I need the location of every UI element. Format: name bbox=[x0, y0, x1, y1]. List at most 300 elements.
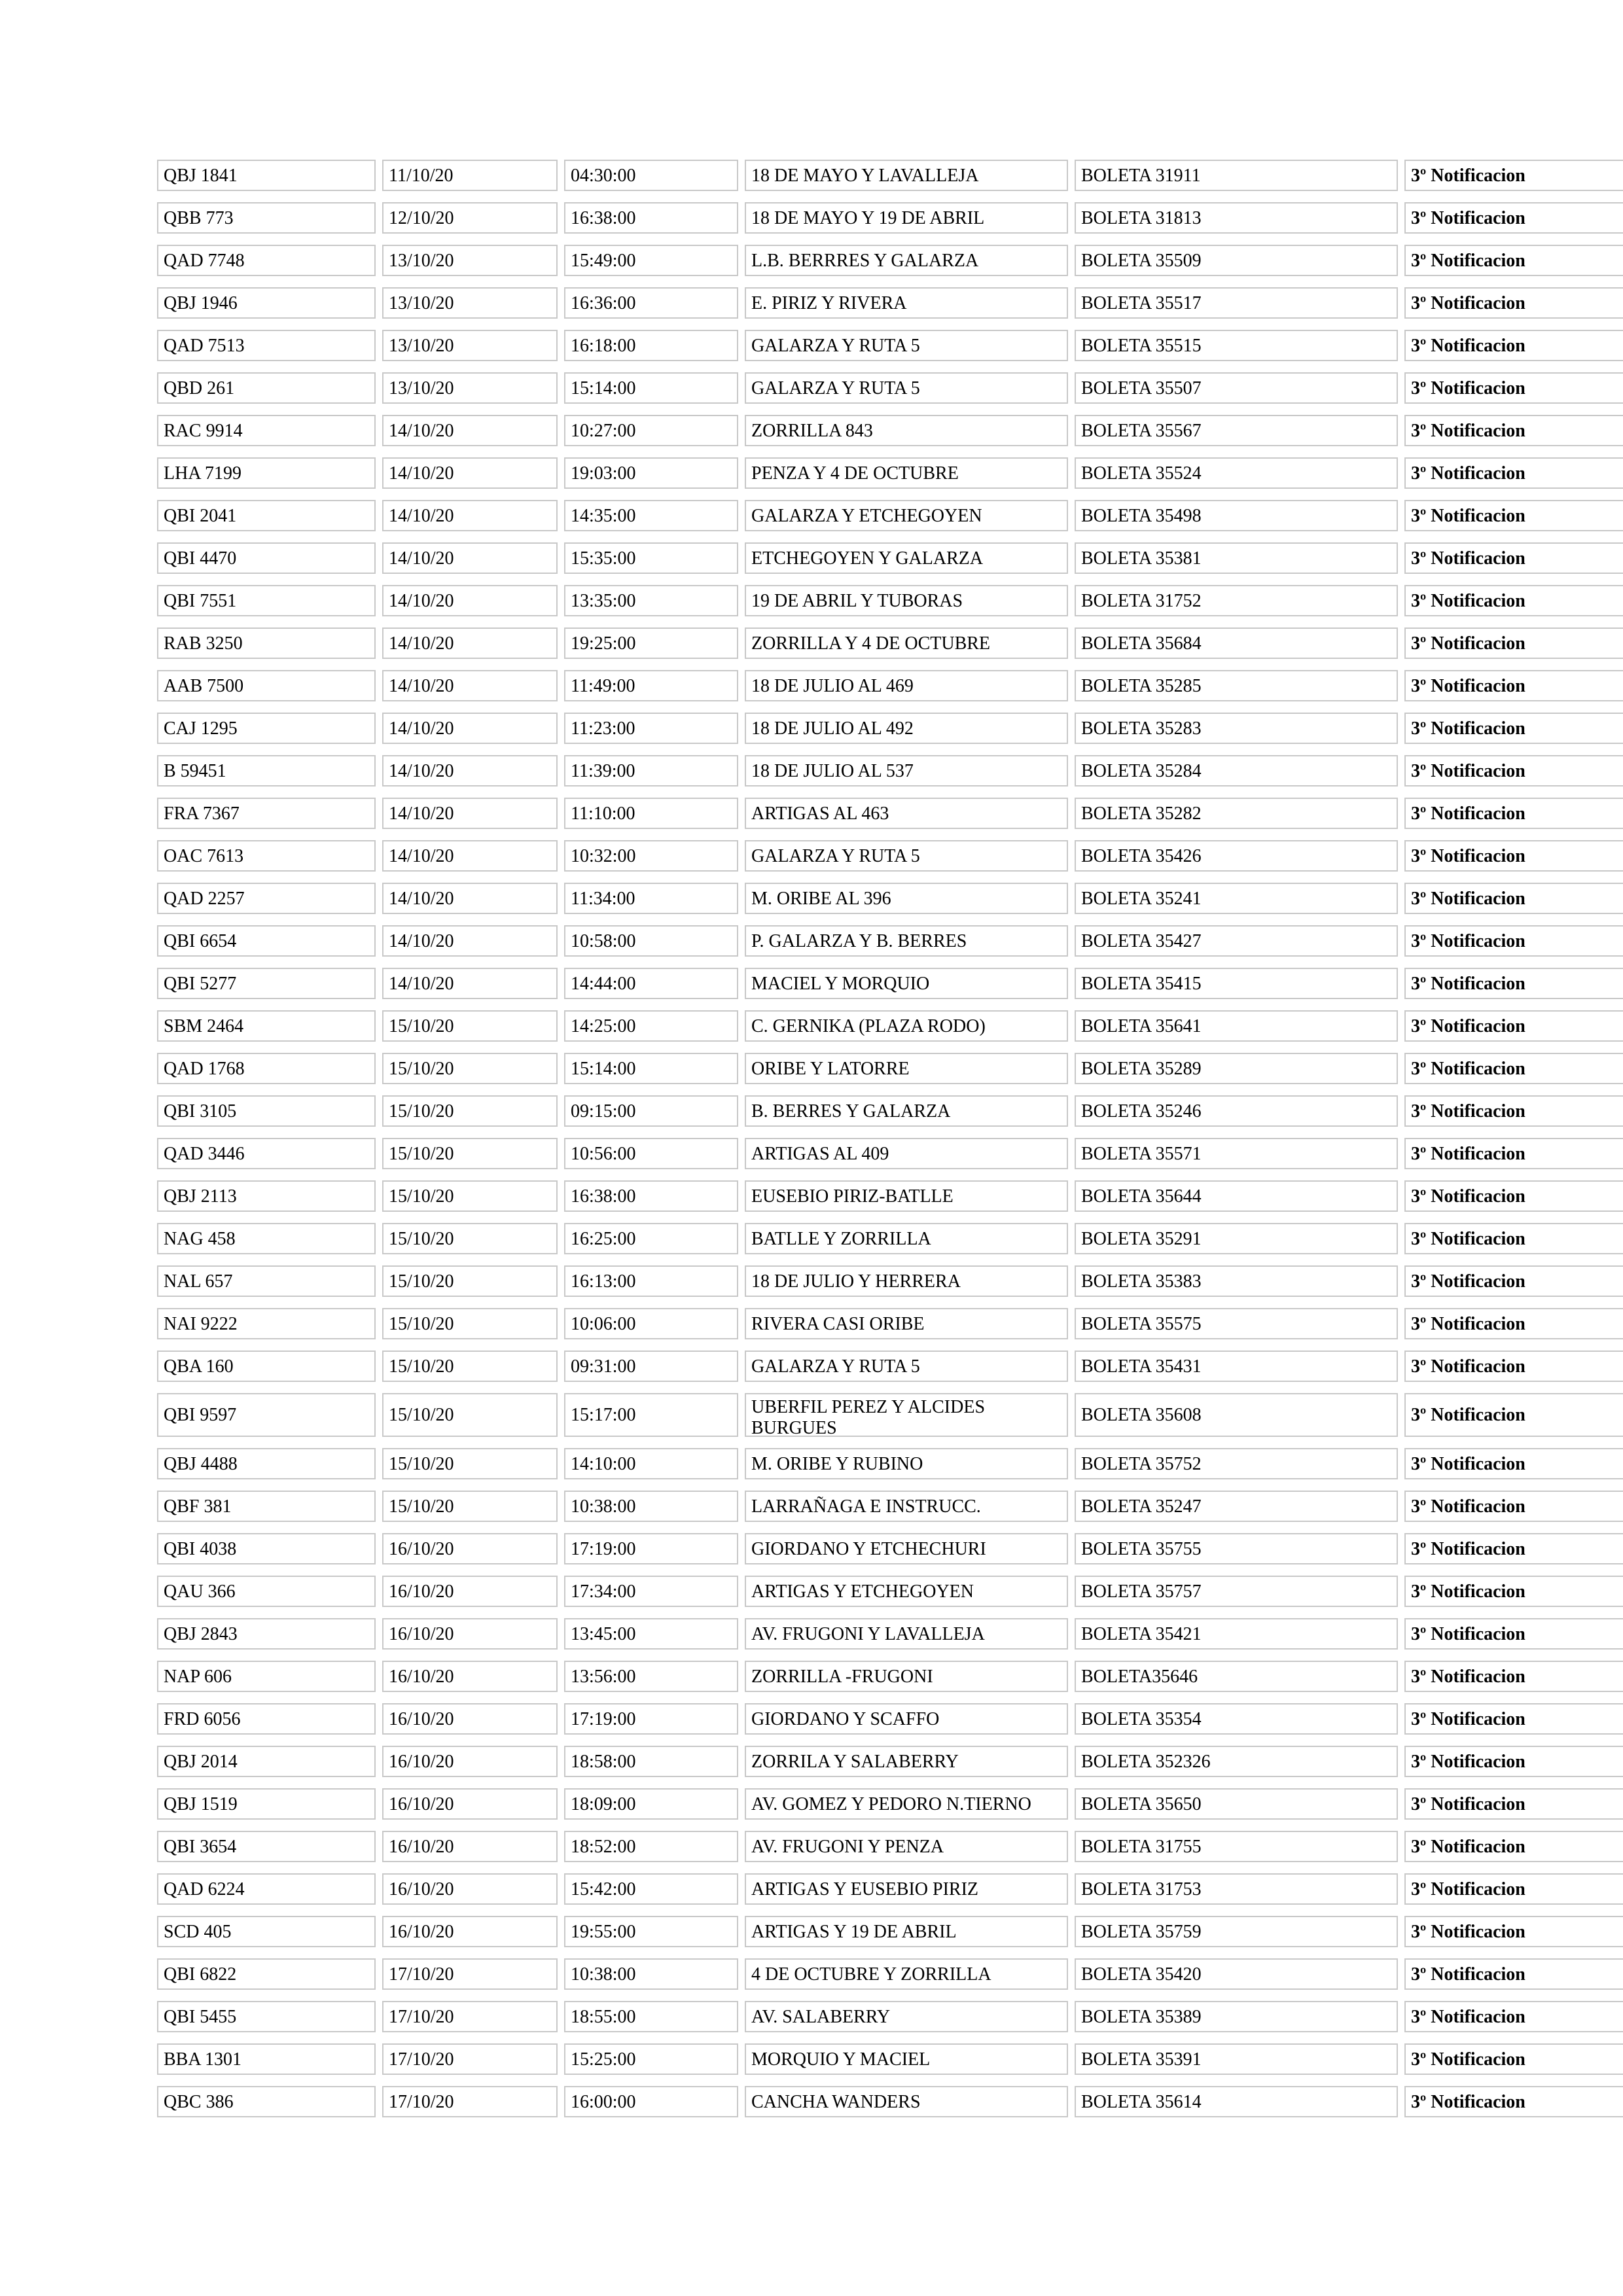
date-cell: 14/10/20 bbox=[382, 925, 558, 957]
date-cell: 11/10/20 bbox=[382, 160, 558, 191]
location-cell: GALARZA Y RUTA 5 bbox=[745, 330, 1068, 361]
time-cell: 15:35:00 bbox=[564, 542, 738, 574]
location-cell: AV. SALABERRY bbox=[745, 2001, 1068, 2032]
ticket-cell: BOLETA 31813 bbox=[1075, 202, 1398, 234]
table-row bbox=[157, 883, 1623, 925]
plate-cell: NAI 9222 bbox=[157, 1308, 376, 1339]
time-cell: 16:18:00 bbox=[564, 330, 738, 361]
date-cell: 16/10/20 bbox=[382, 1533, 558, 1564]
plate-cell: QAD 7513 bbox=[157, 330, 376, 361]
ticket-cell: BOLETA 31911 bbox=[1075, 160, 1398, 191]
ticket-cell: BOLETA35646 bbox=[1075, 1661, 1398, 1692]
time-cell: 11:39:00 bbox=[564, 755, 738, 786]
time-cell: 15:17:00 bbox=[564, 1393, 738, 1437]
status-cell: 3º Notificacion bbox=[1404, 1746, 1623, 1777]
plate-cell: QBA 160 bbox=[157, 1351, 376, 1382]
location-cell: ZORRILLA 843 bbox=[745, 415, 1068, 446]
table-row bbox=[157, 1533, 1623, 1576]
time-cell: 10:32:00 bbox=[564, 840, 738, 872]
location-cell: 18 DE MAYO Y 19 DE ABRIL bbox=[745, 202, 1068, 234]
date-cell: 14/10/20 bbox=[382, 457, 558, 489]
status-cell: 3º Notificacion bbox=[1404, 1138, 1623, 1169]
plate-cell: OAC 7613 bbox=[157, 840, 376, 872]
status-cell: 3º Notificacion bbox=[1404, 1010, 1623, 1042]
status-cell: 3º Notificacion bbox=[1404, 202, 1623, 234]
ticket-cell: BOLETA 35755 bbox=[1075, 1533, 1398, 1564]
location-cell: PENZA Y 4 DE OCTUBRE bbox=[745, 457, 1068, 489]
status-cell: 3º Notificacion bbox=[1404, 968, 1623, 999]
status-cell: 3º Notificacion bbox=[1404, 415, 1623, 446]
time-cell: 17:19:00 bbox=[564, 1533, 738, 1564]
table-row bbox=[157, 925, 1623, 968]
date-cell: 14/10/20 bbox=[382, 883, 558, 914]
plate-cell: NAP 606 bbox=[157, 1661, 376, 1692]
table-row bbox=[157, 585, 1623, 627]
time-cell: 11:23:00 bbox=[564, 713, 738, 744]
plate-cell: QBI 4038 bbox=[157, 1533, 376, 1564]
location-cell: P. GALARZA Y B. BERRES bbox=[745, 925, 1068, 957]
plate-cell: QBB 773 bbox=[157, 202, 376, 234]
location-cell: E. PIRIZ Y RIVERA bbox=[745, 287, 1068, 319]
ticket-cell: BOLETA 35427 bbox=[1075, 925, 1398, 957]
date-cell: 15/10/20 bbox=[382, 1448, 558, 1479]
location-cell: ARTIGAS Y 19 DE ABRIL bbox=[745, 1916, 1068, 1947]
location-cell: 18 DE JULIO AL 537 bbox=[745, 755, 1068, 786]
table-row bbox=[157, 1393, 1623, 1448]
time-cell: 15:42:00 bbox=[564, 1873, 738, 1905]
location-cell: ZORRILLA Y 4 DE OCTUBRE bbox=[745, 627, 1068, 659]
table-row bbox=[157, 1576, 1623, 1618]
date-cell: 16/10/20 bbox=[382, 1576, 558, 1607]
date-cell: 17/10/20 bbox=[382, 2086, 558, 2117]
table-row bbox=[157, 2043, 1623, 2086]
plate-cell: QBI 9597 bbox=[157, 1393, 376, 1437]
plate-cell: QBI 7551 bbox=[157, 585, 376, 616]
table-row bbox=[157, 1053, 1623, 1095]
status-cell: 3º Notificacion bbox=[1404, 330, 1623, 361]
status-cell: 3º Notificacion bbox=[1404, 585, 1623, 616]
table-row bbox=[157, 415, 1623, 457]
ticket-cell: BOLETA 352326 bbox=[1075, 1746, 1398, 1777]
status-cell: 3º Notificacion bbox=[1404, 755, 1623, 786]
location-cell: AV. FRUGONI Y PENZA bbox=[745, 1831, 1068, 1862]
ticket-cell: BOLETA 35507 bbox=[1075, 372, 1398, 404]
time-cell: 11:34:00 bbox=[564, 883, 738, 914]
ticket-cell: BOLETA 35381 bbox=[1075, 542, 1398, 574]
time-cell: 18:52:00 bbox=[564, 1831, 738, 1862]
table-row bbox=[157, 755, 1623, 798]
status-cell: 3º Notificacion bbox=[1404, 1180, 1623, 1212]
ticket-cell: BOLETA 35567 bbox=[1075, 415, 1398, 446]
location-cell: B. BERRES Y GALARZA bbox=[745, 1095, 1068, 1127]
status-cell: 3º Notificacion bbox=[1404, 1351, 1623, 1382]
status-cell: 3º Notificacion bbox=[1404, 1448, 1623, 1479]
location-cell: ARTIGAS AL 463 bbox=[745, 798, 1068, 829]
time-cell: 18:09:00 bbox=[564, 1788, 738, 1820]
plate-cell: NAG 458 bbox=[157, 1223, 376, 1254]
time-cell: 17:19:00 bbox=[564, 1703, 738, 1735]
date-cell: 17/10/20 bbox=[382, 2043, 558, 2075]
location-cell: UBERFIL PEREZ Y ALCIDES BURGUES bbox=[745, 1393, 1068, 1437]
location-cell: M. ORIBE AL 396 bbox=[745, 883, 1068, 914]
ticket-cell: BOLETA 35575 bbox=[1075, 1308, 1398, 1339]
ticket-cell: BOLETA 35759 bbox=[1075, 1916, 1398, 1947]
date-cell: 14/10/20 bbox=[382, 840, 558, 872]
time-cell: 13:56:00 bbox=[564, 1661, 738, 1692]
date-cell: 15/10/20 bbox=[382, 1053, 558, 1084]
plate-cell: QAD 2257 bbox=[157, 883, 376, 914]
time-cell: 18:58:00 bbox=[564, 1746, 738, 1777]
table-row bbox=[157, 1958, 1623, 2001]
ticket-cell: BOLETA 35354 bbox=[1075, 1703, 1398, 1735]
table-row bbox=[157, 1138, 1623, 1180]
status-cell: 3º Notificacion bbox=[1404, 670, 1623, 701]
date-cell: 16/10/20 bbox=[382, 1661, 558, 1692]
date-cell: 15/10/20 bbox=[382, 1010, 558, 1042]
status-cell: 3º Notificacion bbox=[1404, 1958, 1623, 1990]
time-cell: 14:10:00 bbox=[564, 1448, 738, 1479]
date-cell: 14/10/20 bbox=[382, 542, 558, 574]
time-cell: 19:25:00 bbox=[564, 627, 738, 659]
plate-cell: QBI 3654 bbox=[157, 1831, 376, 1862]
table-row bbox=[157, 1746, 1623, 1788]
ticket-cell: BOLETA 35752 bbox=[1075, 1448, 1398, 1479]
table-row bbox=[157, 287, 1623, 330]
table-row bbox=[157, 670, 1623, 713]
ticket-cell: BOLETA 35289 bbox=[1075, 1053, 1398, 1084]
table-row bbox=[157, 713, 1623, 755]
plate-cell: FRD 6056 bbox=[157, 1703, 376, 1735]
ticket-cell: BOLETA 35641 bbox=[1075, 1010, 1398, 1042]
location-cell: EUSEBIO PIRIZ-BATLLE bbox=[745, 1180, 1068, 1212]
date-cell: 15/10/20 bbox=[382, 1393, 558, 1437]
location-cell: ZORRILA Y SALABERRY bbox=[745, 1746, 1068, 1777]
status-cell: 3º Notificacion bbox=[1404, 372, 1623, 404]
table-row bbox=[157, 1788, 1623, 1831]
ticket-cell: BOLETA 35391 bbox=[1075, 2043, 1398, 2075]
time-cell: 19:55:00 bbox=[564, 1916, 738, 1947]
plate-cell: RAB 3250 bbox=[157, 627, 376, 659]
location-cell: CANCHA WANDERS bbox=[745, 2086, 1068, 2117]
table-row bbox=[157, 1448, 1623, 1491]
table-row bbox=[157, 1661, 1623, 1703]
location-cell: MACIEL Y MORQUIO bbox=[745, 968, 1068, 999]
date-cell: 14/10/20 bbox=[382, 585, 558, 616]
table-row bbox=[157, 1265, 1623, 1308]
time-cell: 15:49:00 bbox=[564, 245, 738, 276]
time-cell: 16:38:00 bbox=[564, 202, 738, 234]
status-cell: 3º Notificacion bbox=[1404, 1788, 1623, 1820]
time-cell: 04:30:00 bbox=[564, 160, 738, 191]
status-cell: 3º Notificacion bbox=[1404, 1308, 1623, 1339]
location-cell: ARTIGAS Y EUSEBIO PIRIZ bbox=[745, 1873, 1068, 1905]
ticket-cell: BOLETA 35684 bbox=[1075, 627, 1398, 659]
date-cell: 13/10/20 bbox=[382, 330, 558, 361]
table-row bbox=[157, 1180, 1623, 1223]
date-cell: 17/10/20 bbox=[382, 1958, 558, 1990]
status-cell: 3º Notificacion bbox=[1404, 883, 1623, 914]
plate-cell: QBJ 1519 bbox=[157, 1788, 376, 1820]
table-row bbox=[157, 1873, 1623, 1916]
table-row bbox=[157, 372, 1623, 415]
ticket-cell: BOLETA 35282 bbox=[1075, 798, 1398, 829]
table-row bbox=[157, 1916, 1623, 1958]
time-cell: 15:25:00 bbox=[564, 2043, 738, 2075]
status-cell: 3º Notificacion bbox=[1404, 542, 1623, 574]
time-cell: 15:14:00 bbox=[564, 372, 738, 404]
location-cell: GALARZA Y RUTA 5 bbox=[745, 840, 1068, 872]
plate-cell: QBI 6654 bbox=[157, 925, 376, 957]
date-cell: 15/10/20 bbox=[382, 1138, 558, 1169]
time-cell: 10:27:00 bbox=[564, 415, 738, 446]
plate-cell: QAD 6224 bbox=[157, 1873, 376, 1905]
ticket-cell: BOLETA 31755 bbox=[1075, 1831, 1398, 1862]
plate-cell: QBI 5455 bbox=[157, 2001, 376, 2032]
status-cell: 3º Notificacion bbox=[1404, 1265, 1623, 1297]
ticket-cell: BOLETA 35247 bbox=[1075, 1491, 1398, 1522]
date-cell: 16/10/20 bbox=[382, 1788, 558, 1820]
status-cell: 3º Notificacion bbox=[1404, 713, 1623, 744]
time-cell: 17:34:00 bbox=[564, 1576, 738, 1607]
date-cell: 15/10/20 bbox=[382, 1095, 558, 1127]
ticket-cell: BOLETA 35608 bbox=[1075, 1393, 1398, 1437]
table-row bbox=[157, 202, 1623, 245]
location-cell: ZORRILLA -FRUGONI bbox=[745, 1661, 1068, 1692]
plate-cell: QAD 3446 bbox=[157, 1138, 376, 1169]
status-cell: 3º Notificacion bbox=[1404, 2043, 1623, 2075]
plate-cell: QAU 366 bbox=[157, 1576, 376, 1607]
location-cell: 18 DE JULIO Y HERRERA bbox=[745, 1265, 1068, 1297]
table-row bbox=[157, 2086, 1623, 2128]
ticket-cell: BOLETA 35285 bbox=[1075, 670, 1398, 701]
plate-cell: SBM 2464 bbox=[157, 1010, 376, 1042]
status-cell: 3º Notificacion bbox=[1404, 1393, 1623, 1437]
time-cell: 11:49:00 bbox=[564, 670, 738, 701]
status-cell: 3º Notificacion bbox=[1404, 457, 1623, 489]
table-row bbox=[157, 1095, 1623, 1138]
plate-cell: QBJ 2843 bbox=[157, 1618, 376, 1650]
table-row bbox=[157, 1223, 1623, 1265]
time-cell: 10:06:00 bbox=[564, 1308, 738, 1339]
ticket-cell: BOLETA 35757 bbox=[1075, 1576, 1398, 1607]
plate-cell: BBA 1301 bbox=[157, 2043, 376, 2075]
ticket-cell: BOLETA 35291 bbox=[1075, 1223, 1398, 1254]
location-cell: ARTIGAS Y ETCHEGOYEN bbox=[745, 1576, 1068, 1607]
status-cell: 3º Notificacion bbox=[1404, 287, 1623, 319]
table-row bbox=[157, 1491, 1623, 1533]
date-cell: 14/10/20 bbox=[382, 798, 558, 829]
ticket-cell: BOLETA 35389 bbox=[1075, 2001, 1398, 2032]
plate-cell: AAB 7500 bbox=[157, 670, 376, 701]
date-cell: 15/10/20 bbox=[382, 1351, 558, 1382]
location-cell: M. ORIBE Y RUBINO bbox=[745, 1448, 1068, 1479]
notification-table bbox=[157, 160, 1623, 2128]
time-cell: 16:38:00 bbox=[564, 1180, 738, 1212]
ticket-cell: BOLETA 35283 bbox=[1075, 713, 1398, 744]
time-cell: 16:36:00 bbox=[564, 287, 738, 319]
status-cell: 3º Notificacion bbox=[1404, 1491, 1623, 1522]
location-cell: 18 DE MAYO Y LAVALLEJA bbox=[745, 160, 1068, 191]
location-cell: AV. FRUGONI Y LAVALLEJA bbox=[745, 1618, 1068, 1650]
table-row bbox=[157, 1351, 1623, 1393]
time-cell: 13:45:00 bbox=[564, 1618, 738, 1650]
date-cell: 14/10/20 bbox=[382, 713, 558, 744]
status-cell: 3º Notificacion bbox=[1404, 160, 1623, 191]
status-cell: 3º Notificacion bbox=[1404, 2001, 1623, 2032]
location-cell: LARRAÑAGA E INSTRUCC. bbox=[745, 1491, 1068, 1522]
time-cell: 09:15:00 bbox=[564, 1095, 738, 1127]
location-cell: GALARZA Y RUTA 5 bbox=[745, 1351, 1068, 1382]
table-row bbox=[157, 542, 1623, 585]
status-cell: 3º Notificacion bbox=[1404, 1873, 1623, 1905]
date-cell: 14/10/20 bbox=[382, 755, 558, 786]
status-cell: 3º Notificacion bbox=[1404, 798, 1623, 829]
plate-cell: QBI 6822 bbox=[157, 1958, 376, 1990]
date-cell: 16/10/20 bbox=[382, 1831, 558, 1862]
status-cell: 3º Notificacion bbox=[1404, 627, 1623, 659]
time-cell: 09:31:00 bbox=[564, 1351, 738, 1382]
time-cell: 18:55:00 bbox=[564, 2001, 738, 2032]
ticket-cell: BOLETA 35284 bbox=[1075, 755, 1398, 786]
ticket-cell: BOLETA 31753 bbox=[1075, 1873, 1398, 1905]
plate-cell: QBJ 4488 bbox=[157, 1448, 376, 1479]
ticket-cell: BOLETA 35246 bbox=[1075, 1095, 1398, 1127]
time-cell: 10:38:00 bbox=[564, 1958, 738, 1990]
plate-cell: QBI 4470 bbox=[157, 542, 376, 574]
status-cell: 3º Notificacion bbox=[1404, 1223, 1623, 1254]
status-cell: 3º Notificacion bbox=[1404, 1661, 1623, 1692]
date-cell: 15/10/20 bbox=[382, 1265, 558, 1297]
time-cell: 14:25:00 bbox=[564, 1010, 738, 1042]
date-cell: 13/10/20 bbox=[382, 287, 558, 319]
time-cell: 19:03:00 bbox=[564, 457, 738, 489]
plate-cell: FRA 7367 bbox=[157, 798, 376, 829]
ticket-cell: BOLETA 35644 bbox=[1075, 1180, 1398, 1212]
date-cell: 16/10/20 bbox=[382, 1618, 558, 1650]
status-cell: 3º Notificacion bbox=[1404, 1831, 1623, 1862]
ticket-cell: BOLETA 35426 bbox=[1075, 840, 1398, 872]
ticket-cell: BOLETA 35509 bbox=[1075, 245, 1398, 276]
plate-cell: QBI 3105 bbox=[157, 1095, 376, 1127]
status-cell: 3º Notificacion bbox=[1404, 840, 1623, 872]
plate-cell: B 59451 bbox=[157, 755, 376, 786]
ticket-cell: BOLETA 35420 bbox=[1075, 1958, 1398, 1990]
ticket-cell: BOLETA 35415 bbox=[1075, 968, 1398, 999]
ticket-cell: BOLETA 35524 bbox=[1075, 457, 1398, 489]
ticket-cell: BOLETA 31752 bbox=[1075, 585, 1398, 616]
date-cell: 16/10/20 bbox=[382, 1746, 558, 1777]
location-cell: GIORDANO Y SCAFFO bbox=[745, 1703, 1068, 1735]
table-row bbox=[157, 160, 1623, 202]
status-cell: 3º Notificacion bbox=[1404, 925, 1623, 957]
location-cell: RIVERA CASI ORIBE bbox=[745, 1308, 1068, 1339]
status-cell: 3º Notificacion bbox=[1404, 1533, 1623, 1564]
ticket-cell: BOLETA 35517 bbox=[1075, 287, 1398, 319]
location-cell: ORIBE Y LATORRE bbox=[745, 1053, 1068, 1084]
ticket-cell: BOLETA 35650 bbox=[1075, 1788, 1398, 1820]
ticket-cell: BOLETA 35431 bbox=[1075, 1351, 1398, 1382]
location-cell: ARTIGAS AL 409 bbox=[745, 1138, 1068, 1169]
plate-cell: RAC 9914 bbox=[157, 415, 376, 446]
location-cell: MORQUIO Y MACIEL bbox=[745, 2043, 1068, 2075]
plate-cell: QBF 381 bbox=[157, 1491, 376, 1522]
date-cell: 17/10/20 bbox=[382, 2001, 558, 2032]
time-cell: 16:00:00 bbox=[564, 2086, 738, 2117]
date-cell: 15/10/20 bbox=[382, 1223, 558, 1254]
location-cell: 4 DE OCTUBRE Y ZORRILLA bbox=[745, 1958, 1068, 1990]
table-row bbox=[157, 798, 1623, 840]
table-row bbox=[157, 2001, 1623, 2043]
table-row bbox=[157, 627, 1623, 670]
plate-cell: QBJ 2113 bbox=[157, 1180, 376, 1212]
status-cell: 3º Notificacion bbox=[1404, 1053, 1623, 1084]
location-cell: AV. GOMEZ Y PEDORO N.TIERNO bbox=[745, 1788, 1068, 1820]
date-cell: 16/10/20 bbox=[382, 1873, 558, 1905]
status-cell: 3º Notificacion bbox=[1404, 1095, 1623, 1127]
date-cell: 14/10/20 bbox=[382, 500, 558, 531]
status-cell: 3º Notificacion bbox=[1404, 2086, 1623, 2117]
date-cell: 13/10/20 bbox=[382, 372, 558, 404]
time-cell: 13:35:00 bbox=[564, 585, 738, 616]
table-row bbox=[157, 840, 1623, 883]
plate-cell: QBI 5277 bbox=[157, 968, 376, 999]
plate-cell: QBD 261 bbox=[157, 372, 376, 404]
date-cell: 16/10/20 bbox=[382, 1703, 558, 1735]
plate-cell: QAD 1768 bbox=[157, 1053, 376, 1084]
date-cell: 14/10/20 bbox=[382, 670, 558, 701]
date-cell: 15/10/20 bbox=[382, 1180, 558, 1212]
status-cell: 3º Notificacion bbox=[1404, 1703, 1623, 1735]
location-cell: 19 DE ABRIL Y TUBORAS bbox=[745, 585, 1068, 616]
plate-cell: NAL 657 bbox=[157, 1265, 376, 1297]
status-cell: 3º Notificacion bbox=[1404, 1576, 1623, 1607]
ticket-cell: BOLETA 35515 bbox=[1075, 330, 1398, 361]
time-cell: 16:13:00 bbox=[564, 1265, 738, 1297]
ticket-cell: BOLETA 35614 bbox=[1075, 2086, 1398, 2117]
date-cell: 13/10/20 bbox=[382, 245, 558, 276]
location-cell: BATLLE Y ZORRILLA bbox=[745, 1223, 1068, 1254]
table-row bbox=[157, 500, 1623, 542]
location-cell: 18 DE JULIO AL 492 bbox=[745, 713, 1068, 744]
table-row bbox=[157, 1831, 1623, 1873]
table-row bbox=[157, 245, 1623, 287]
table-row bbox=[157, 330, 1623, 372]
ticket-cell: BOLETA 35421 bbox=[1075, 1618, 1398, 1650]
time-cell: 10:56:00 bbox=[564, 1138, 738, 1169]
status-cell: 3º Notificacion bbox=[1404, 1916, 1623, 1947]
plate-cell: QBJ 1841 bbox=[157, 160, 376, 191]
plate-cell: LHA 7199 bbox=[157, 457, 376, 489]
ticket-cell: BOLETA 35383 bbox=[1075, 1265, 1398, 1297]
table-row bbox=[157, 968, 1623, 1010]
location-cell: GALARZA Y ETCHEGOYEN bbox=[745, 500, 1068, 531]
location-cell: GALARZA Y RUTA 5 bbox=[745, 372, 1068, 404]
status-cell: 3º Notificacion bbox=[1404, 500, 1623, 531]
table-row bbox=[157, 1010, 1623, 1053]
plate-cell: CAJ 1295 bbox=[157, 713, 376, 744]
time-cell: 14:35:00 bbox=[564, 500, 738, 531]
location-cell: L.B. BERRRES Y GALARZA bbox=[745, 245, 1068, 276]
plate-cell: QBC 386 bbox=[157, 2086, 376, 2117]
ticket-cell: BOLETA 35498 bbox=[1075, 500, 1398, 531]
time-cell: 11:10:00 bbox=[564, 798, 738, 829]
date-cell: 16/10/20 bbox=[382, 1916, 558, 1947]
status-cell: 3º Notificacion bbox=[1404, 1618, 1623, 1650]
plate-cell: QBJ 1946 bbox=[157, 287, 376, 319]
time-cell: 10:58:00 bbox=[564, 925, 738, 957]
date-cell: 14/10/20 bbox=[382, 627, 558, 659]
plate-cell: QBI 2041 bbox=[157, 500, 376, 531]
